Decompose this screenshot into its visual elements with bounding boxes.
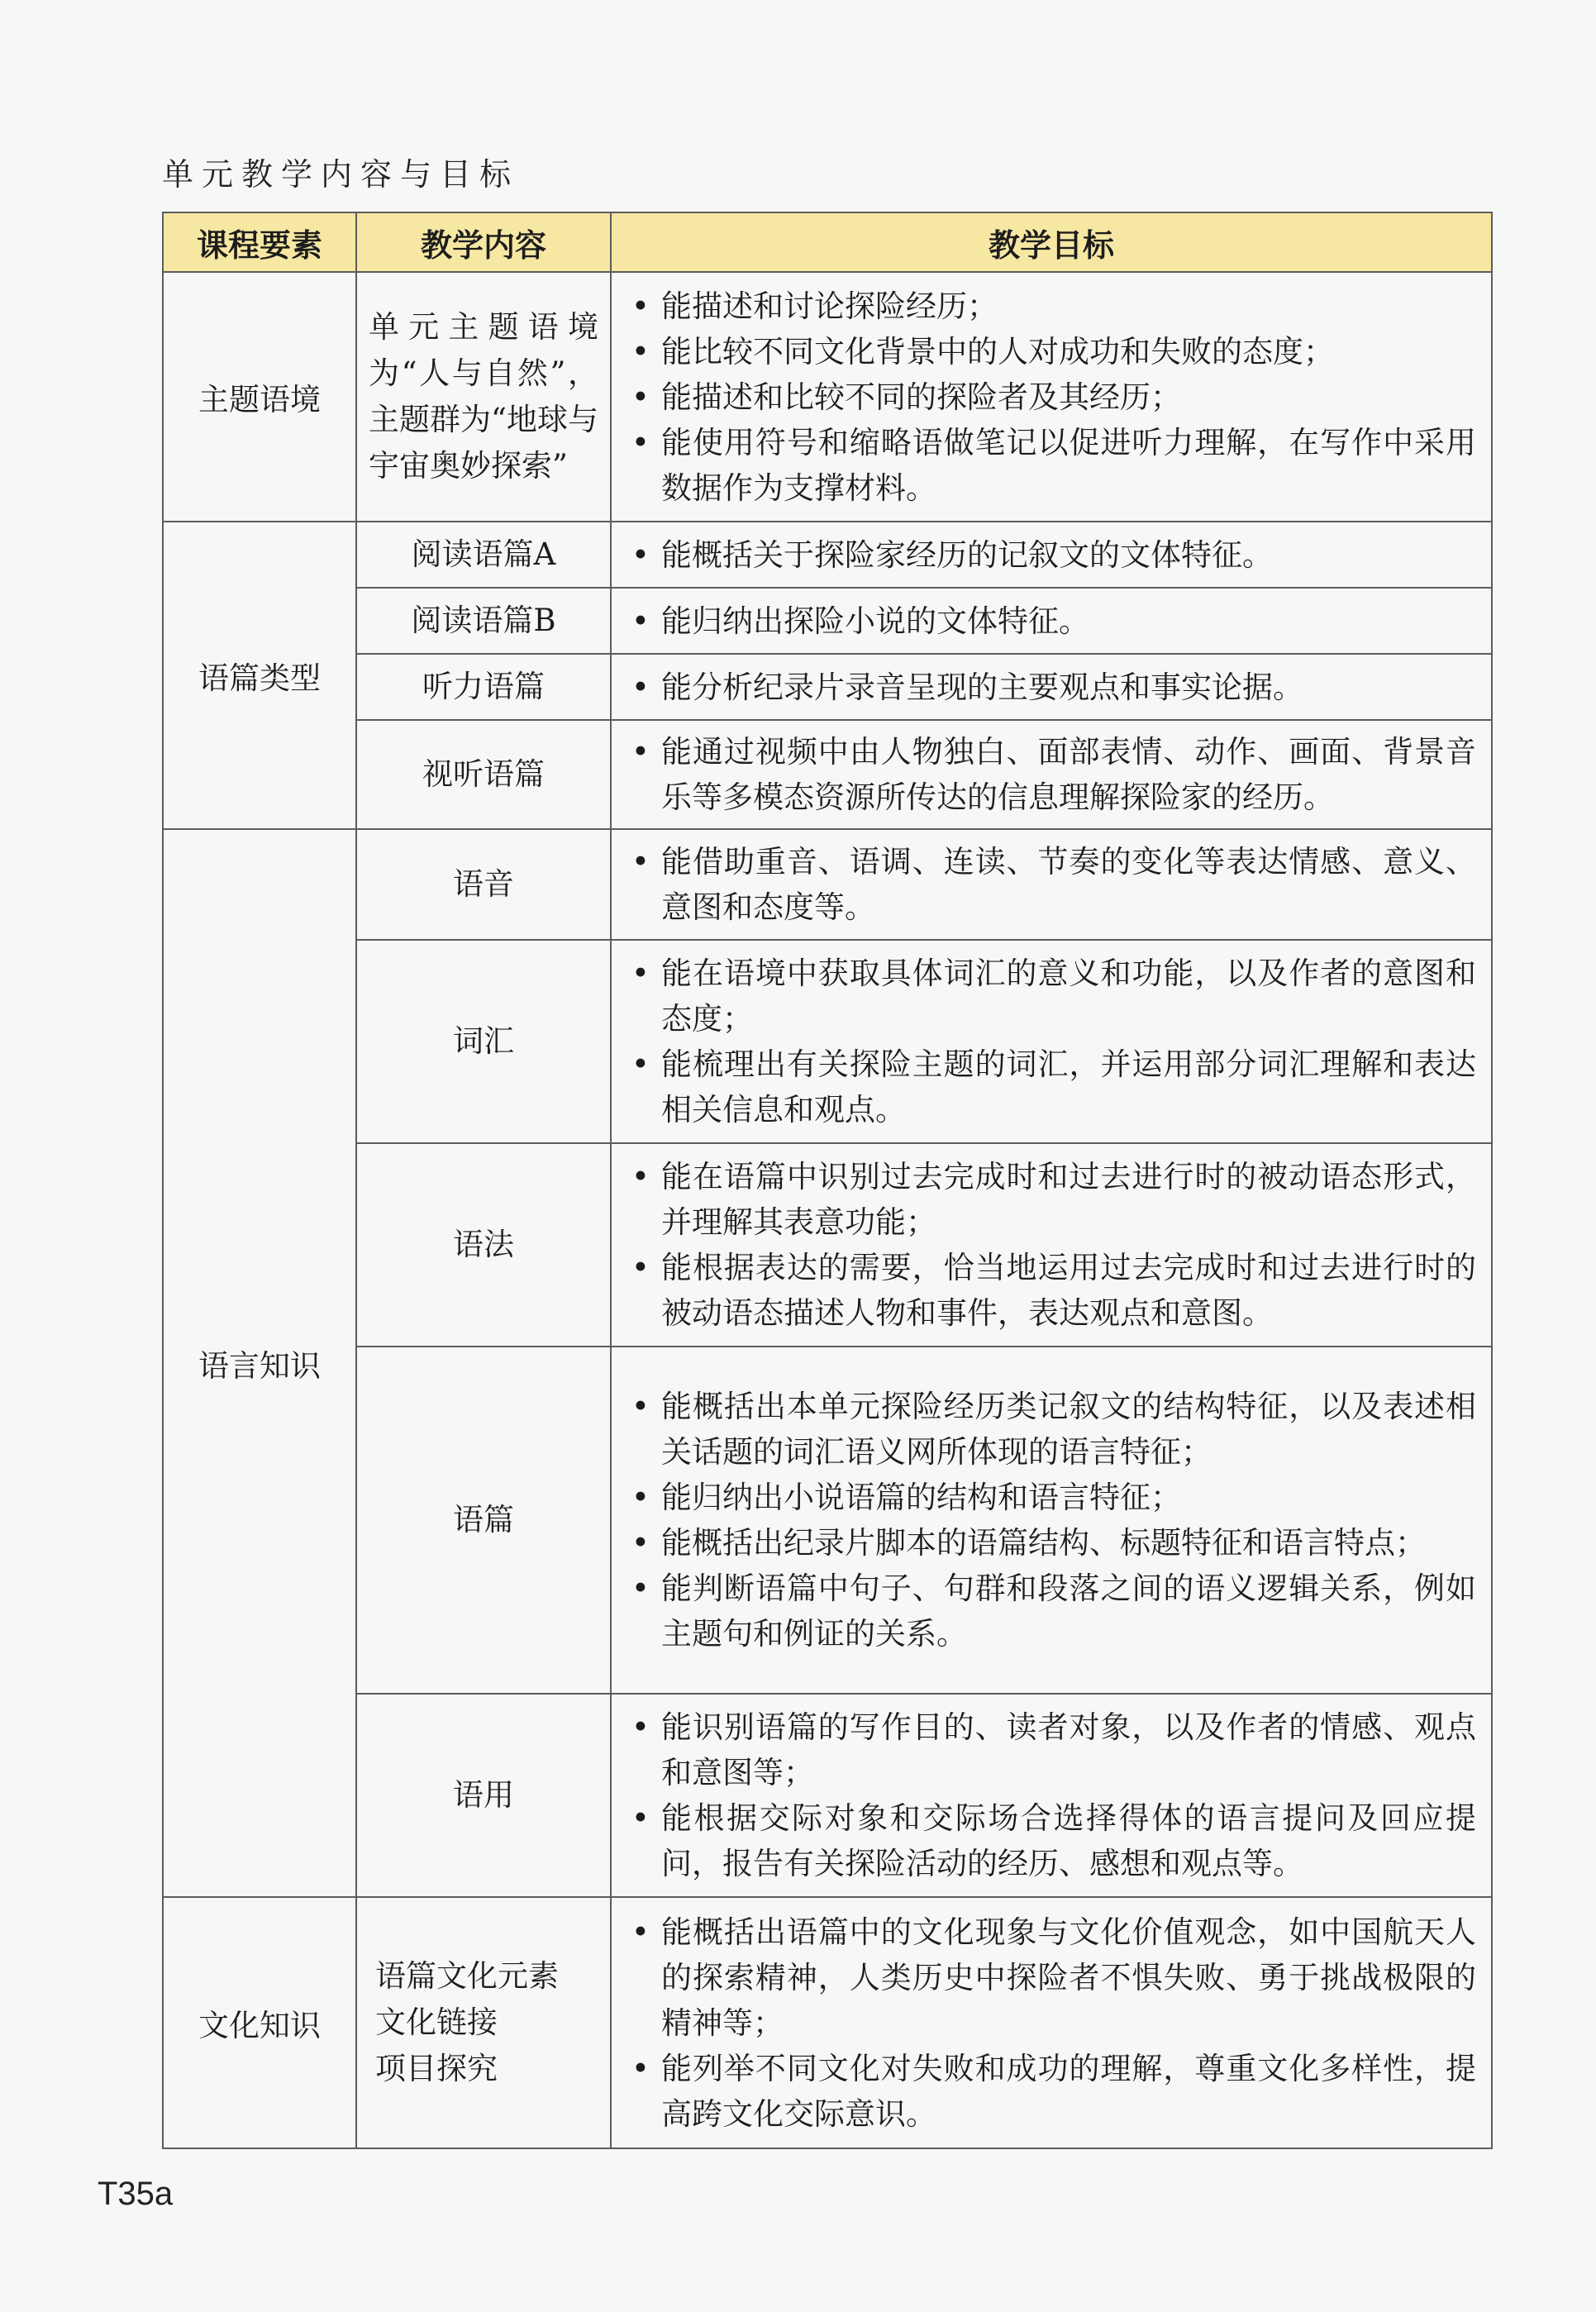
table-row — [163, 720, 1492, 829]
goals-cell — [611, 1143, 1492, 1347]
header-row — [163, 212, 1492, 272]
goal-item: • 能分析纪录片录音呈现的主要观点和事实论据。 — [628, 665, 1476, 710]
content-cell: 阅读语篇B — [356, 588, 611, 654]
goal-item: • 能判断语篇中句子、句群和段落之间的语义逻辑关系，例如主题句和例证的关系。 — [628, 1566, 1476, 1657]
goal-item: • 能根据表达的需要，恰当地运用过去完成时和过去进行时的被动语态描述人物和事件，表达观点和意图。 — [628, 1245, 1476, 1336]
element-cell: 语篇类型 — [163, 522, 356, 829]
goal-item: • 能通过视频中由人物独白、面部表情、动作、画面、背景音乐等多模态资源所传达的信息理解探险家的经历。 — [628, 729, 1476, 820]
table-row — [163, 272, 1492, 522]
goals-cell — [611, 829, 1492, 940]
table-row — [163, 1143, 1492, 1347]
goal-item: • 能列举不同文化对失败和成功的理解，尊重文化多样性，提高跨文化交际意识。 — [628, 2046, 1476, 2137]
goal-item: • 能比较不同文化背景中的人对成功和失败的态度； — [628, 329, 1476, 374]
goal-item: • 能归纳出探险小说的文体特征。 — [628, 598, 1476, 644]
content-line: 语篇文化元素 — [375, 1958, 559, 1994]
goal-item: • 能在语境中获取具体词汇的意义和功能，以及作者的意图和态度； — [628, 951, 1476, 1042]
goals-cell — [611, 1347, 1492, 1694]
element-cell: 主题语境 — [163, 272, 356, 522]
goals-cell — [611, 720, 1492, 829]
table-row — [163, 1694, 1492, 1897]
content-cell: 视听语篇 — [356, 720, 611, 829]
goals-cell — [611, 1897, 1492, 2148]
content-cell: 语篇 — [356, 1347, 611, 1694]
page-title: 单元教学内容与目标 — [162, 156, 520, 193]
goals-cell — [611, 522, 1492, 588]
content-line: 项目探究 — [375, 2051, 498, 2086]
goal-item: • 能概括出语篇中的文化现象与文化价值观念，如中国航天人的探索精神，人类历史中探险者不惧失败、勇于挑战极限的精神等； — [628, 1909, 1476, 2046]
table-row — [163, 654, 1492, 720]
table-row — [163, 522, 1492, 588]
table-row — [163, 829, 1492, 940]
goal-item: • 能借助重音、语调、连读、节奏的变化等表达情感、意义、意图和态度等。 — [628, 839, 1476, 930]
goal-item: • 能归纳出小说语篇的结构和语言特征； — [628, 1475, 1476, 1520]
content-cell: 语用 — [356, 1694, 611, 1897]
content-cell: 阅读语篇A — [356, 522, 611, 588]
element-cell: 语言知识 — [163, 829, 356, 1897]
goal-item: • 能概括关于探险家经历的记叙文的文体特征。 — [628, 532, 1476, 578]
goal-item: • 能使用符号和缩略语做笔记以促进听力理解，在写作中采用数据作为支撑材料。 — [628, 420, 1476, 511]
goal-item: • 能在语篇中识别过去完成时和过去进行时的被动语态形式，并理解其表意功能； — [628, 1154, 1476, 1245]
goals-cell — [611, 1694, 1492, 1897]
table-row — [163, 1347, 1492, 1694]
element-cell: 文化知识 — [163, 1897, 356, 2148]
content-cell: 语音 — [356, 829, 611, 940]
goal-item: • 能根据交际对象和交际场合选择得体的语言提问及回应提问，报告有关探险活动的经历、感想和观点等。 — [628, 1795, 1476, 1886]
header-element: 课程要素 — [163, 212, 356, 272]
goals-cell — [611, 654, 1492, 720]
content-cell: 听力语篇 — [356, 654, 611, 720]
goals-cell — [611, 272, 1492, 522]
content-line: 文化链接 — [375, 2005, 498, 2040]
goal-item: • 能梳理出有关探险主题的词汇，并运用部分词汇理解和表达相关信息和观点。 — [628, 1042, 1476, 1132]
goal-item: • 能概括出纪录片脚本的语篇结构、标题特征和语言特点； — [628, 1520, 1476, 1566]
header-goals: 教学目标 — [611, 212, 1492, 272]
table-row — [163, 940, 1492, 1143]
content-cell: 语法 — [356, 1143, 611, 1347]
content-cell: 单元主题语境为“人与自然”，主题群为“地球与宇宙奥妙探索” — [356, 272, 611, 522]
page-number: T35a — [98, 2176, 174, 2212]
goal-item: • 能描述和讨论探险经历； — [628, 284, 1476, 329]
goal-item: • 能概括出本单元探险经历类记叙文的结构特征，以及表述相关话题的词汇语义网所体现的语言特征； — [628, 1384, 1476, 1475]
goal-item: • 能识别语篇的写作目的、读者对象，以及作者的情感、观点和意图等； — [628, 1704, 1476, 1795]
content-cell: 词汇 — [356, 940, 611, 1143]
goals-cell — [611, 588, 1492, 654]
table-row — [163, 588, 1492, 654]
table-row — [163, 1897, 1492, 2148]
header-content: 教学内容 — [356, 212, 611, 272]
goal-item: • 能描述和比较不同的探险者及其经历； — [628, 374, 1476, 420]
unit-table — [162, 212, 1493, 2149]
goals-cell — [611, 940, 1492, 1143]
content-cell — [356, 1897, 611, 2148]
